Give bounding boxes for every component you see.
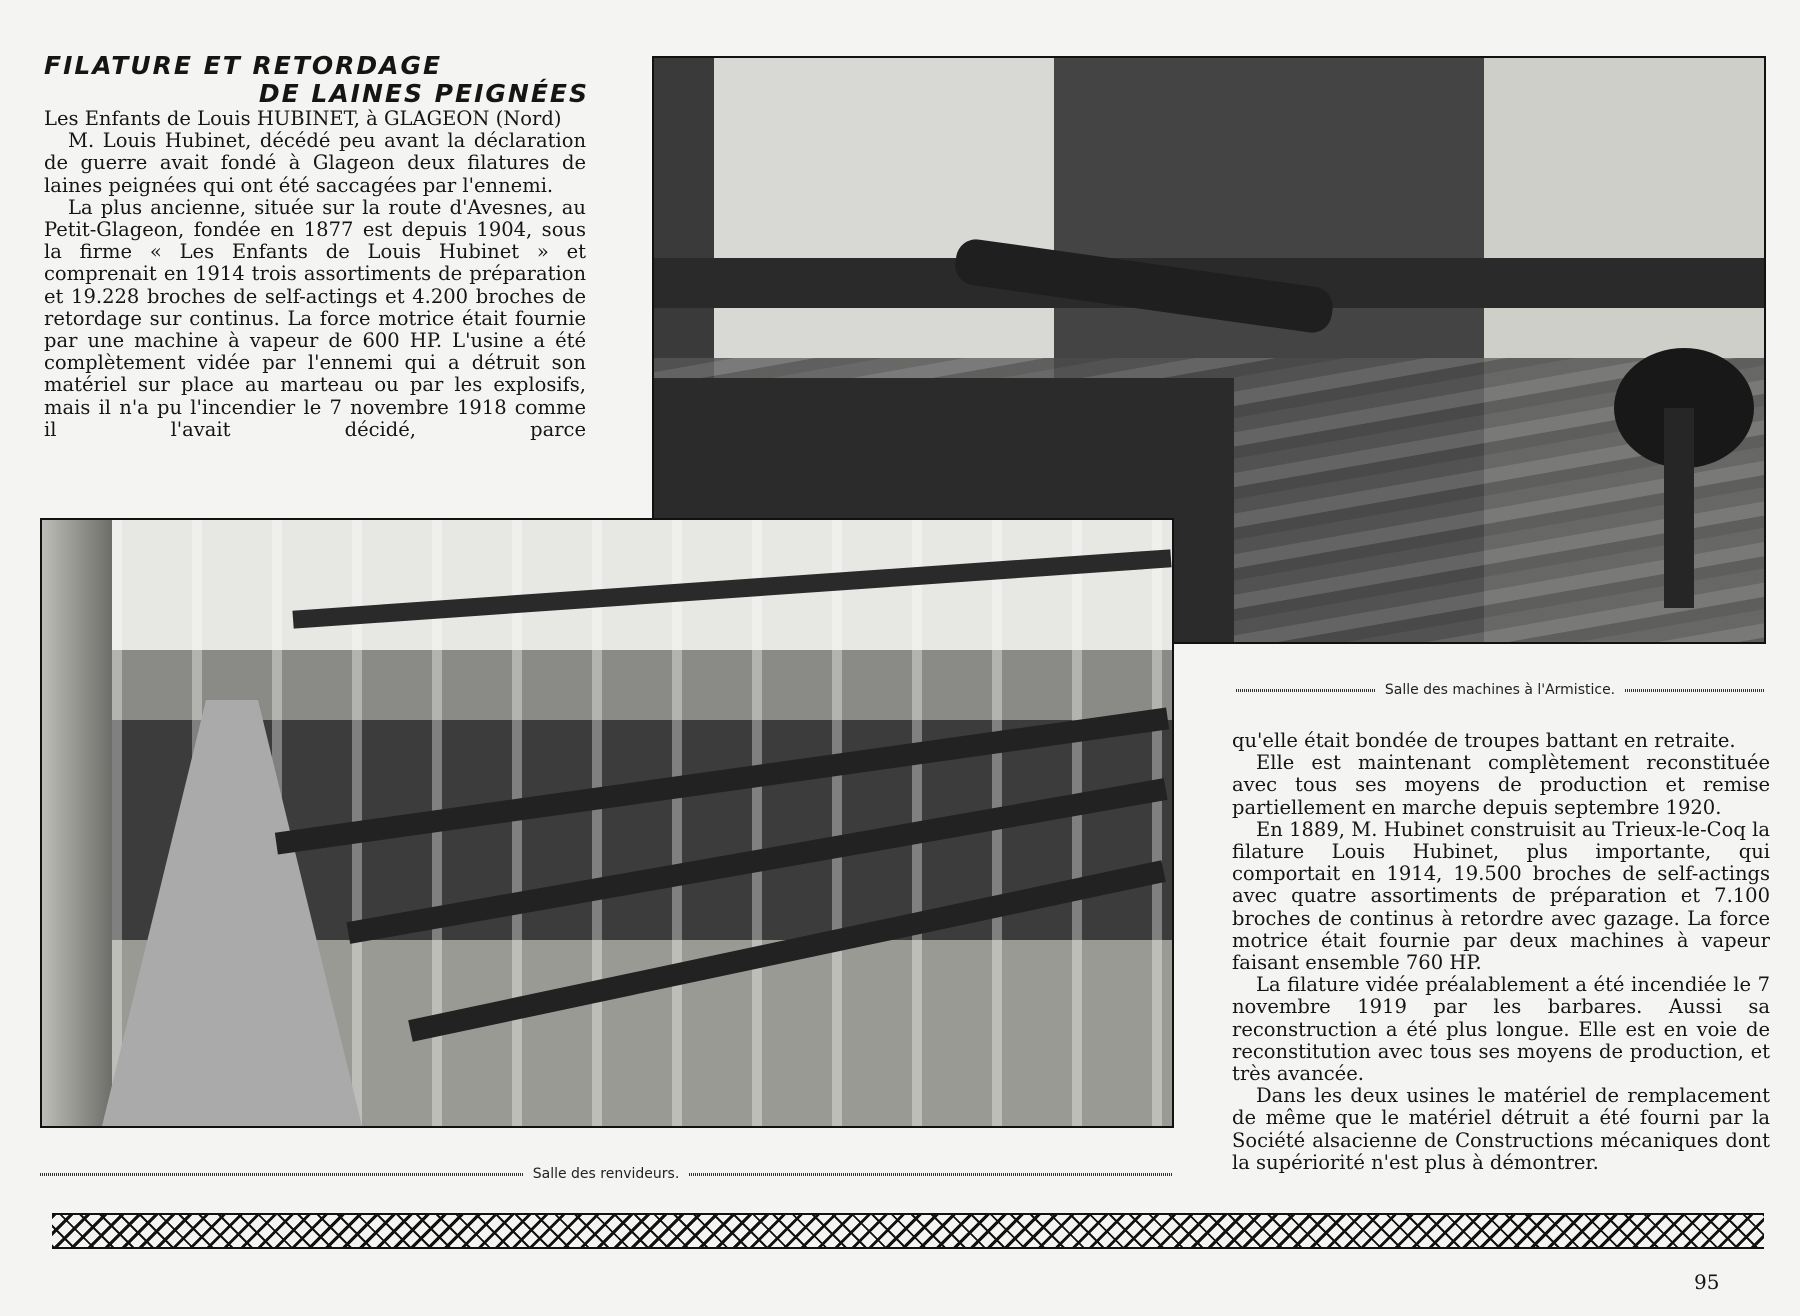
title-line-2: DE LAINES PEIGNÉES (258, 79, 589, 108)
photo-machine-frame (408, 860, 1166, 1042)
text-column-right (1232, 730, 1770, 1174)
photo-machine-frame (346, 778, 1167, 944)
caption-text: Salle des renvideurs. (532, 1166, 680, 1182)
caption-machines (1236, 682, 1764, 698)
photo-pipe (953, 237, 1336, 335)
paragraph: La plus ancienne, située sur la route d'Avesnes, au Petit-Glageon, fondée en 1877 est depuis 1904, sous la firme « Les Enfants de Louis Hubinet » et comprenait en 1914 trois assortiments de préparation et 19.228 broches de self-actings et 4.200 broches de retordage sur continus. La force motrice était fournie par une machine à vapeur de 600 HP. L'usine a été complètement vidée par l'ennemi qui a détruit son matériel sur place au marteau ou par les explosifs, mais il n'a pu l'incendier le 7 novembre 1918 comme il l'avait décidé, parce (44, 195, 586, 441)
caption-text: Salle des machines à l'Armistice. (1384, 682, 1616, 698)
paragraph: La filature vidée préalablement a été incendiée le 7 novembre 1919 par les barbares. Aussi sa reconstruction a été plus longue. Elle est en voie de reconstitution avec tous ses moyens de production, et très avancée. (1232, 973, 1770, 1086)
photo-salle-des-renvideurs (40, 518, 1174, 1128)
photo-wall (42, 520, 112, 1126)
paragraph: M. Louis Hubinet, décédé peu avant la déclaration de guerre avait fondé à Glageon deux filatures de laines peignées qui ont été saccagées par l'ennemi. (44, 129, 586, 197)
caption-leader-dots (689, 1173, 1172, 1176)
byline: Les Enfants de Louis HUBINET, à GLAGEON (Nord) (44, 107, 562, 130)
text-column-left (44, 108, 586, 441)
decorative-ornament-band (52, 1213, 1764, 1249)
paragraph: En 1889, M. Hubinet construisit au Trieux-le-Coq la filature Louis Hubinet, plus importante, qui comportait en 1914, 19.500 broches de self-actings avec quatre assortiments de préparation et 7.100 broches de continus à retordre avec gazage. La force motrice était fournie par deux machines à vapeur faisant ensemble 760 HP. (1232, 817, 1770, 975)
photo-shaft (292, 549, 1171, 628)
title-line-1: FILATURE ET RETORDAGE (44, 51, 443, 80)
photo-aisle (102, 700, 362, 1126)
paragraph: Dans les deux usines le matériel de remplacement de même que le matériel détruit a été fourni par la Société alsacienne de Constructions mécaniques dont la supériorité n'est plus à démontrer. (1232, 1084, 1770, 1174)
photo-post (1664, 408, 1694, 608)
caption-leader-dots (1236, 689, 1375, 692)
article-title (44, 52, 589, 108)
photo-machine-frame (275, 707, 1169, 854)
page-number: 95 (1694, 1270, 1720, 1294)
caption-leader-dots (40, 1173, 523, 1176)
caption-renvideurs (40, 1166, 1172, 1182)
paragraph: Elle est maintenant complètement reconstituée avec tous ses moyens de production et remise partiellement en marche depuis septembre 1920. (1232, 751, 1770, 819)
caption-leader-dots (1625, 689, 1764, 692)
paragraph-continuation: qu'elle était bondée de troupes battant en retraite. (1232, 729, 1736, 752)
